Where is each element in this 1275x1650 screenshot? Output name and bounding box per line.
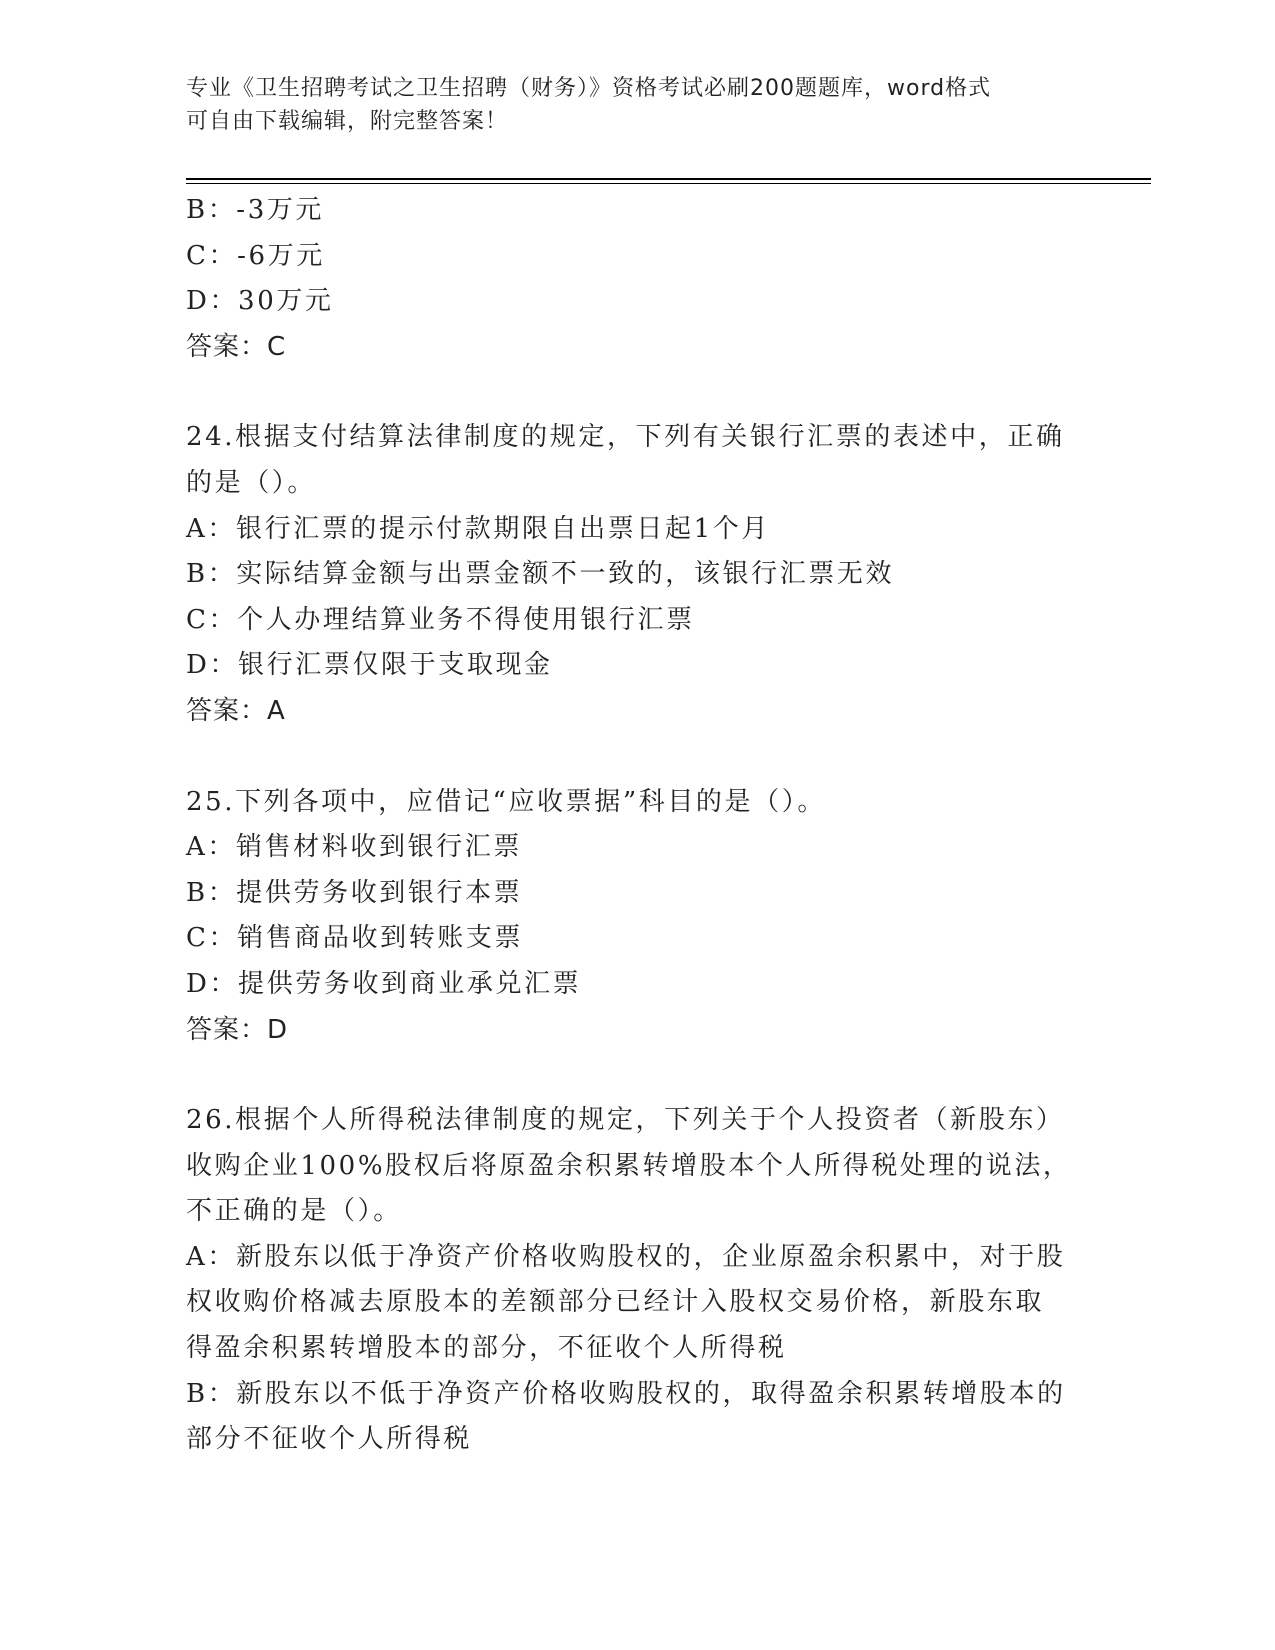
header-line-2: 可自由下载编辑，附完整答案！	[186, 109, 509, 134]
option-a: A：银行汇票的提示付款期限自出票日起1个月	[186, 513, 770, 544]
question-stem-line: 26.根据个人所得税法律制度的规定，下列关于个人投资者（新股东）	[186, 1105, 1065, 1136]
option-d: D：银行汇票仅限于支取现金	[186, 650, 553, 681]
option-a-line: 得盈余积累转增股本的部分，不征收个人所得税	[186, 1333, 787, 1364]
option-d: D：提供劳务收到商业承兑汇票	[186, 968, 582, 999]
option-b-line: B：新股东以不低于净资产价格收购股权的，取得盈余积累转增股本的	[186, 1378, 1066, 1409]
question-stem-line: 24.根据支付结算法律制度的规定，下列有关银行汇票的表述中，正确	[186, 422, 1065, 453]
option-b-line: 部分不征收个人所得税	[186, 1424, 473, 1455]
option-c: C：销售商品收到转账支票	[186, 923, 524, 954]
question-26	[186, 1098, 1086, 1463]
question-stem-line: 25.下列各项中，应借记“应收票据”科目的是（）。	[186, 786, 826, 817]
spacer	[186, 1053, 1086, 1098]
question-23-tail	[186, 188, 1086, 370]
answer-line: 答案：C	[186, 331, 287, 362]
question-25	[186, 780, 1086, 1054]
question-stem-line: 收购企业100%股权后将原盈余积累转增股本个人所得税处理的说法，	[186, 1150, 1072, 1181]
spacer	[186, 370, 1086, 415]
option-a-line: A：新股东以低于净资产价格收购股权的，企业原盈余积累中，对于股	[186, 1241, 1066, 1272]
answer-line: 答案：A	[186, 695, 286, 726]
question-stem-line: 的是（）。	[186, 467, 317, 498]
option-a-line: 权收购价格减去原股本的差额部分已经计入股权交易价格，新股东取	[186, 1287, 1045, 1318]
option-b: B：实际结算金额与出票金额不一致的，该银行汇票无效	[186, 559, 895, 590]
header-line-1: 专业《卫生招聘考试之卫生招聘（财务）》资格考试必刷200题题库，word格式	[186, 76, 992, 101]
spacer	[186, 735, 1086, 780]
document-header	[186, 72, 1086, 138]
header-divider-thin	[186, 183, 1151, 184]
document-body	[186, 188, 1086, 1463]
option-c: C：个人办理结算业务不得使用银行汇票	[186, 604, 695, 635]
header-divider-thick	[186, 178, 1151, 180]
option-b: B：-3万元	[186, 195, 325, 225]
question-stem-line: 不正确的是（）。	[186, 1196, 402, 1227]
option-b: B：提供劳务收到银行本票	[186, 877, 523, 908]
question-24	[186, 415, 1086, 734]
answer-line: 答案：D	[186, 1014, 289, 1045]
option-a: A：销售材料收到银行汇票	[186, 832, 522, 863]
option-c: C：-6万元	[186, 240, 325, 271]
option-d: D：30万元	[186, 286, 334, 317]
